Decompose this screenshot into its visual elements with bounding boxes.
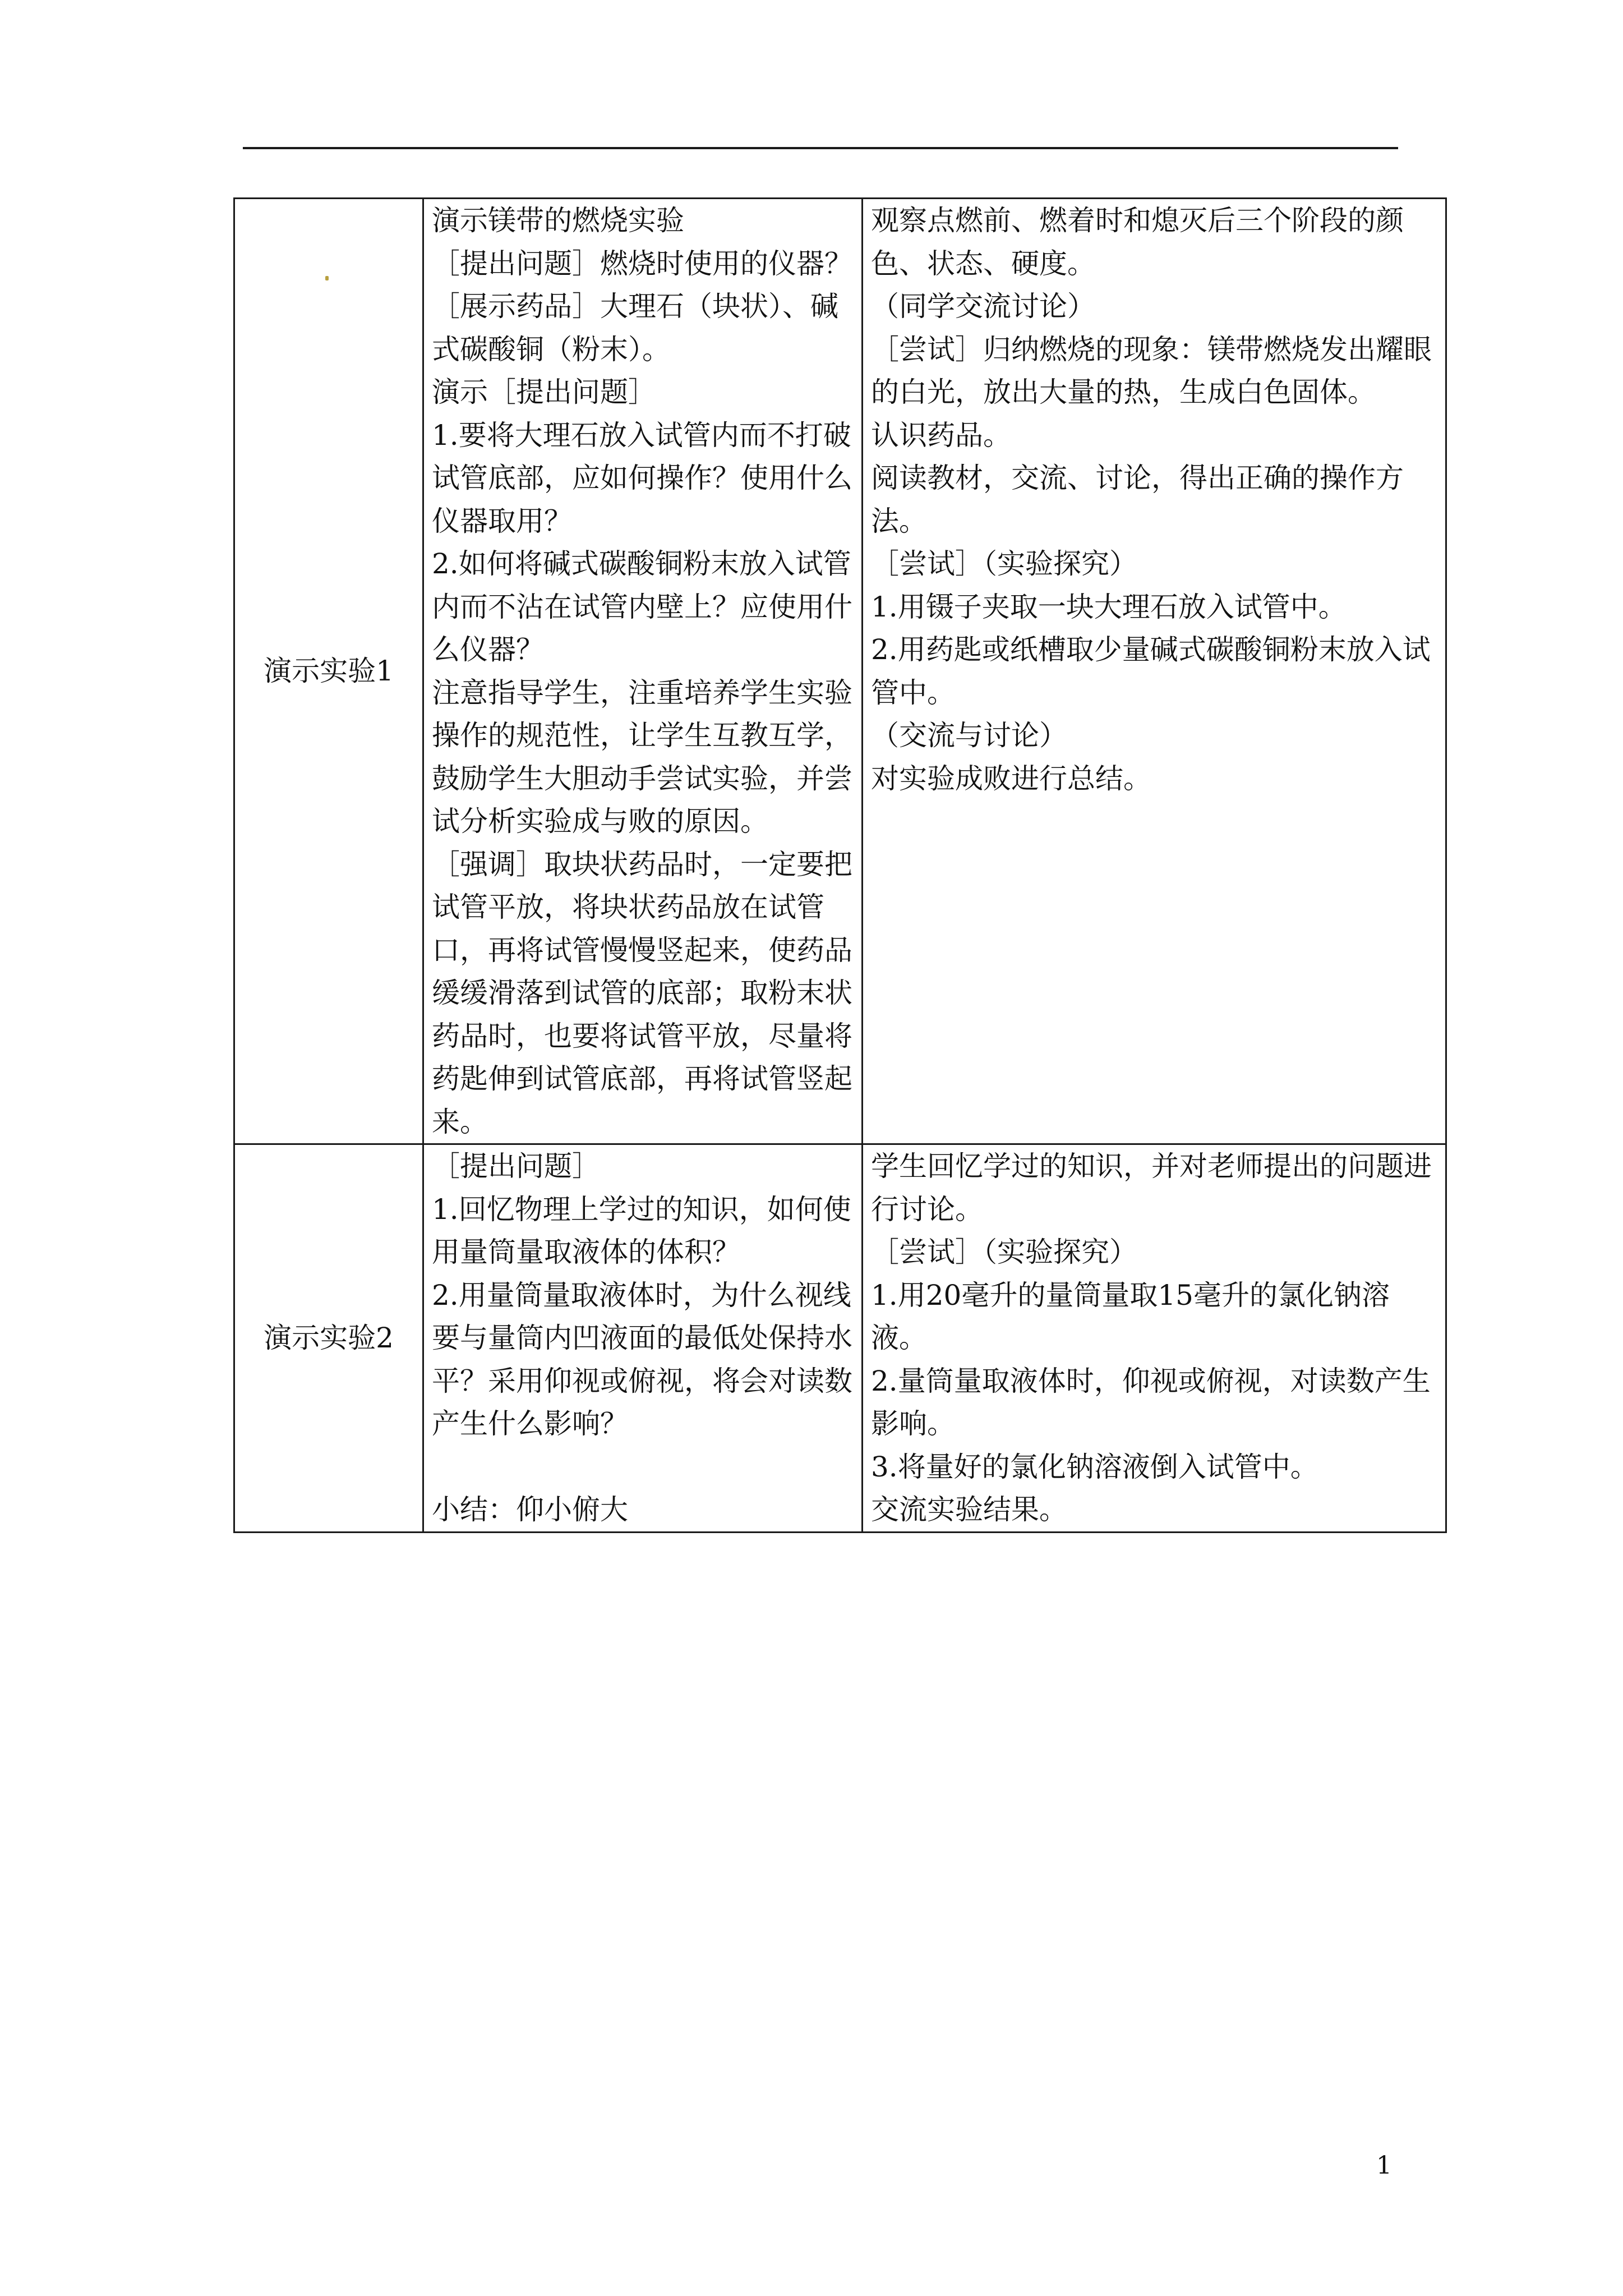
teacher-activity-cell [423,1144,863,1533]
student-line: ［尝试］归纳燃烧的现象：镁带燃烧发出耀眼的白光，放出大量的热，生成白色固体。 [871,333,1432,408]
student-line: 学生回忆学过的知识，并对老师提出的问题进行讨论。 [871,1150,1432,1226]
student-line: ［尝试］（实验探究） [871,1236,1137,1268]
student-line: 2.用药匙或纸槽取少量碱式碳酸铜粉末放入试管中。 [871,633,1431,709]
teacher-line: 演示［提出问题］ [432,376,656,408]
teacher-summary: 小结：仰小俯大 [432,1493,628,1526]
page-number: 1 [1376,2151,1392,2180]
student-line: 阅读教材，交流、讨论，得出正确的操作方法。 [871,462,1404,537]
student-line: 3.将量好的氯化钠溶液倒入试管中。 [871,1450,1318,1483]
teacher-line: 1.要将大理石放入试管内而不打破试管底部，应如何操作？使用什么仪器取用？ [432,418,852,537]
student-line: 交流实验结果。 [871,1493,1067,1526]
teacher-line: ［展示药品］大理石（块状）、碱式碳酸铜（粉末）。 [432,290,838,366]
student-line: 2.量筒量取液体时，仰视或俯视，对读数产生影响。 [871,1364,1431,1440]
student-line: （同学交流讨论） [871,290,1095,323]
lesson-table [233,197,1447,1533]
student-line: 观察点燃前、燃着时和熄灭后三个阶段的颜色、状态、硬度。 [871,204,1404,280]
teacher-line: 2.如何将碱式碳酸铜粉末放入试管内而不沾在试管内壁上？应使用什么仪器？ [432,547,852,666]
student-line: （交流与讨论） [871,719,1067,752]
student-activity-cell [863,1144,1446,1533]
teacher-line: 注意指导学生，注重培养学生实验操作的规范性，让学生互教互学，鼓励学生大胆动手尝试实验，并尝试分析实验成与败的原因。 [432,676,852,838]
student-line: 1.用镊子夹取一块大理石放入试管中。 [871,590,1347,623]
teacher-activity-cell [423,199,863,1144]
student-line: ［尝试］（实验探究） [871,547,1137,580]
teacher-line: 演示镁带的燃烧实验 [432,204,684,237]
teacher-line: 2.用量筒量取液体时，为什么视线要与量筒内凹液面的最低处保持水平？采用仰视或俯视，将会对读数产生什么影响？ [432,1278,852,1440]
student-line: 认识药品。 [871,418,1011,452]
student-line: 1.用20毫升的量筒量取15毫升的氯化钠溶液。 [871,1278,1390,1354]
teacher-line: ［提出问题］ [432,1150,600,1182]
header-rule [243,147,1398,149]
student-line: 对实验成败进行总结。 [871,762,1151,795]
experiment-label: 演示实验1 [234,199,423,1144]
teacher-line: ［提出问题］燃烧时使用的仪器？ [432,247,852,280]
blank-line [432,1446,854,1489]
teacher-line: 1.回忆物理上学过的知识，如何使用量筒量取液体的体积？ [432,1193,851,1268]
experiment-label: 演示实验2 [234,1144,423,1533]
table-row [234,1144,1446,1533]
table-row [234,199,1446,1144]
teacher-line: ［强调］取块状药品时，一定要把试管平放，将块状药品放在试管口，再将试管慢慢竖起来，使药品缓缓滑落到试管的底部；取粉末状药品时，也要将试管平放，尽量将药匙伸到试管底部，再将试管竖起来。 [432,848,852,1138]
student-activity-cell [863,199,1446,1144]
